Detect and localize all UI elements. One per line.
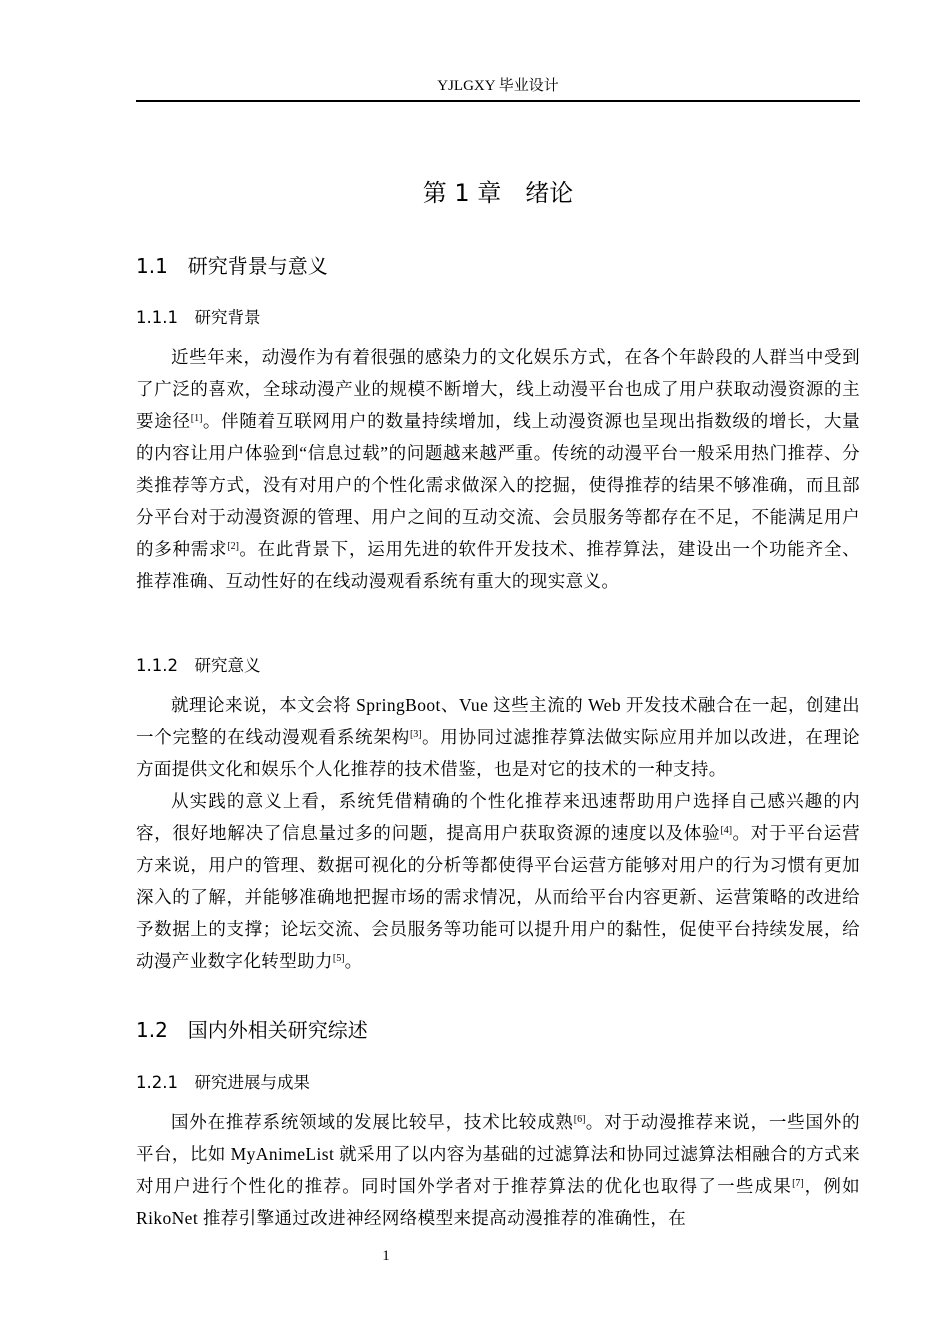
- paragraph-text: 就理论来说，本文会将 SpringBoot、Vue 这些主流的 Web 开发技术融合在一起，创建出一个完整的在线动漫观看系统架构: [136, 695, 860, 747]
- citation-ref: [2]: [227, 541, 239, 552]
- running-header: YJLGXY 毕业设计: [437, 78, 559, 94]
- paragraph-research-background: [136, 341, 860, 597]
- section-heading-1-2: 1.2 国内外相关研究综述: [136, 1018, 368, 1042]
- section-heading-1-1: 1.1 研究背景与意义: [136, 254, 328, 278]
- citation-ref: [1]: [190, 413, 203, 424]
- citation-ref: [4]: [720, 825, 733, 836]
- paragraph-text: 。在此背景下，运用先进的软件开发技术、推荐算法，建设出一个功能齐全、推荐准确、互动性好的在线动漫观看系统有重大的现实意义。: [136, 539, 860, 591]
- subsection-heading-1-1-1: 1.1.1 研究背景: [136, 308, 261, 327]
- paragraph-text: 。: [344, 951, 363, 971]
- header-rule: [136, 100, 860, 102]
- citation-ref: [3]: [409, 729, 422, 740]
- page-number: 1: [382, 1248, 390, 1264]
- paragraph-text: ，例如 RikoNet 推荐引擎通过改进神经网络模型来提高动漫推荐的准确性，在: [136, 1176, 861, 1228]
- subsection-heading-1-1-2: 1.1.2 研究意义: [136, 656, 261, 675]
- paragraph-text: 从实践的意义上看，系统凭借精确的个性化推荐来迅速帮助用户选择自己感兴趣的内容，很好地解决了信息量过多的问题，提高用户获取资源的速度以及体验: [136, 791, 860, 843]
- paragraph-theoretical-significance: [136, 689, 860, 785]
- paragraph-research-progress: [136, 1106, 860, 1234]
- paragraph-text: 。伴随着互联网用户的数量持续增加，线上动漫资源也呈现出指数级的增长，大量的内容让用户体验到“信息过载”的问题越来越严重。传统的动漫平台一般采用热门推荐、分类推荐等方式，没有对用户的个性化需求做深入的挖掘，使得推荐的结果不够准确，而且部分平台对于动漫资源的管理、用户之间的互动交流、会员服务等都存在不足，不能满足用户的多种需求: [136, 411, 860, 559]
- paragraph-text: 近些年来，动漫作为有着很强的感染力的文化娱乐方式，在各个年龄段的人群当中受到了广泛的喜欢，全球动漫产业的规模不断增大，线上动漫平台也成了用户获取动漫资源的主要途径: [136, 347, 860, 431]
- paragraph-practical-significance: [136, 785, 860, 977]
- chapter-title: 第 1 章 绪论: [422, 179, 574, 207]
- citation-ref: [5]: [332, 953, 345, 964]
- paragraph-text: 国外在推荐系统领域的发展比较早，技术比较成熟: [171, 1112, 574, 1132]
- paragraph-text: 。对于动漫推荐来说，一些国外的平台，比如 MyAnimeList 就采用了以内容为基础的过滤算法和协同过滤算法相融合的方式来对用户进行个性化的推荐。同时国外学者对于推荐算法的优化也取得了一些成果: [136, 1112, 860, 1196]
- paragraph-text: 。对于平台运营方来说，用户的管理、数据可视化的分析等都使得平台运营方能够对用户的行为习惯有更加深入的了解，并能够准确地把握市场的需求情况，从而给平台内容更新、运营策略的改进给予数据上的支撑；论坛交流、会员服务等功能可以提升用户的黏性，促使平台持续发展，给动漫产业数字化转型助力: [136, 823, 860, 971]
- subsection-heading-1-2-1: 1.2.1 研究进展与成果: [136, 1073, 310, 1092]
- citation-ref: [7]: [792, 1178, 804, 1189]
- citation-ref: [6]: [573, 1114, 586, 1125]
- paragraph-text: 。用协同过滤推荐算法做实际应用并加以改进，在理论方面提供文化和娱乐个人化推荐的技术借鉴，也是对它的技术的一种支持。: [136, 727, 860, 779]
